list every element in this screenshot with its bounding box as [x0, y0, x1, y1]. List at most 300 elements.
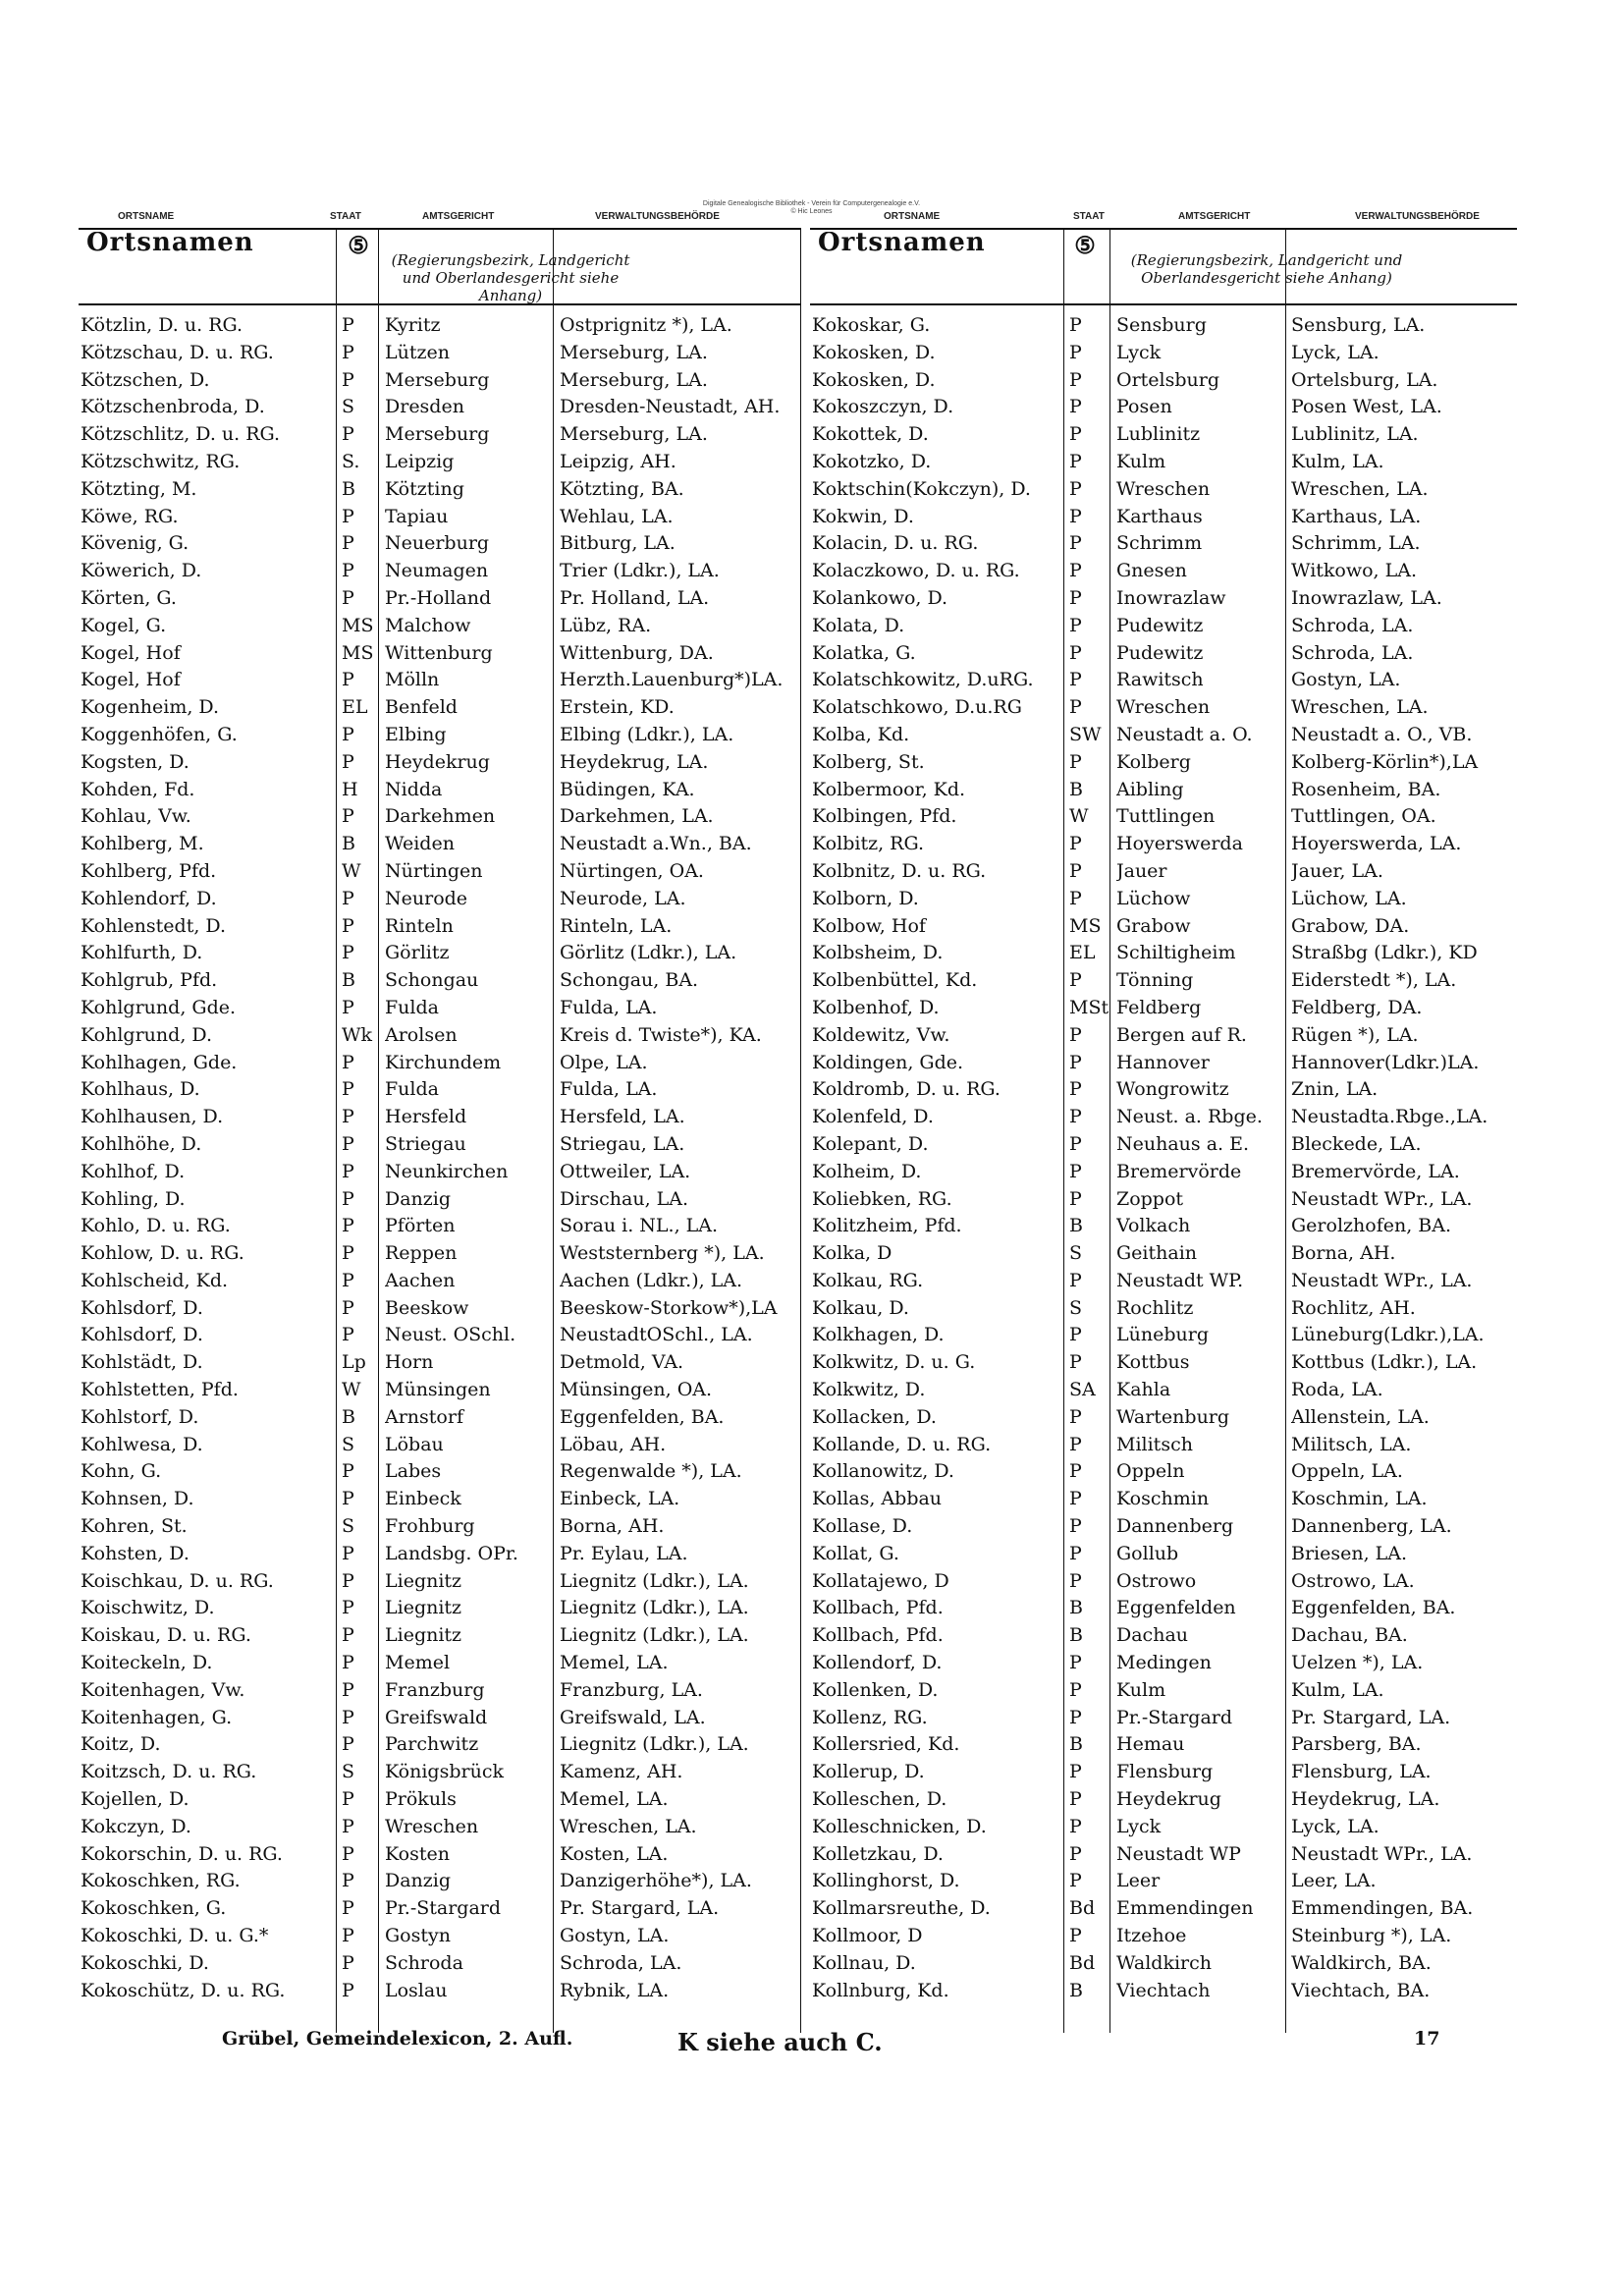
colhead-amtsgericht-right: AMTSGERICHT	[1178, 211, 1251, 222]
staat-cell: P	[1069, 1023, 1082, 1046]
staat-cell: P	[1069, 1815, 1082, 1837]
verwaltung-cell: Inowrazlaw, LA.	[1291, 586, 1442, 609]
verwaltung-cell: Detmold, VA.	[560, 1351, 684, 1374]
ortsname-cell: Kolaczkowo, D. u. RG.	[812, 560, 1020, 582]
amtsgericht-cell: Rawitsch	[1116, 669, 1204, 691]
amtsgericht-cell: Landsbg. OPr.	[385, 1542, 518, 1564]
table-row	[810, 1268, 1517, 1295]
staat-cell: Bd	[1069, 1951, 1096, 1974]
verwaltung-cell: Bremervörde, LA.	[1291, 1160, 1460, 1182]
table-row	[79, 1950, 800, 1978]
table-row	[810, 1895, 1517, 1923]
amtsgericht-cell: Reppen	[385, 1242, 458, 1265]
verwaltung-cell: Witkowo, LA.	[1291, 560, 1418, 582]
ortsname-cell: Koldingen, Gde.	[812, 1051, 964, 1073]
amtsgericht-cell: Schrimm	[1116, 532, 1203, 555]
ortsname-cell: Kogel, Hof	[81, 641, 181, 664]
ortsname-cell: Kohlo, D. u. RG.	[81, 1215, 231, 1237]
amtsgericht-cell: Sensburg	[1116, 314, 1207, 336]
verwaltung-cell: Viechtach, BA.	[1291, 1979, 1431, 2001]
verwaltung-cell: Emmendingen, BA.	[1291, 1897, 1474, 1920]
table-row	[810, 1349, 1517, 1377]
verwaltung-cell: Dirschau, LA.	[560, 1187, 689, 1210]
staat-cell: W	[1069, 805, 1089, 828]
verwaltung-cell: Hersfeld, LA.	[560, 1106, 685, 1128]
verwaltung-cell: Merseburg, LA.	[560, 341, 708, 363]
table-row	[810, 1022, 1517, 1050]
staat-cell: P	[1069, 396, 1082, 418]
staat-cell: P	[342, 1815, 354, 1837]
verwaltung-cell: Memel, LA.	[560, 1652, 669, 1674]
staat-cell: B	[342, 969, 355, 992]
amtsgericht-cell: Liegnitz	[385, 1569, 462, 1592]
ortsname-cell: Kollbach, Pfd.	[812, 1597, 944, 1619]
table-row	[79, 1432, 800, 1459]
ortsname-cell: Koldewitz, Vw.	[812, 1023, 950, 1046]
table-row	[79, 1677, 800, 1705]
verwaltung-cell: Roda, LA.	[1291, 1379, 1383, 1401]
ortsname-cell: Kolkwitz, D.	[812, 1379, 926, 1401]
verwaltung-cell: Eggenfelden, BA.	[560, 1405, 725, 1428]
verwaltung-cell: Eggenfelden, BA.	[1291, 1597, 1456, 1619]
staat-cell: P	[342, 1488, 354, 1510]
ortsname-cell: Kolatschkowitz, D.uRG.	[812, 669, 1034, 691]
amtsgericht-cell: Wartenburg	[1116, 1405, 1230, 1428]
verwaltung-cell: Ortelsburg, LA.	[1291, 368, 1438, 391]
ortsname-cell: Kohlgrub, Pfd.	[81, 969, 218, 992]
amtsgericht-cell: Danzig	[385, 1187, 452, 1210]
table-row	[810, 667, 1517, 694]
ortsname-cell: Kogel, G.	[81, 614, 167, 636]
verwaltung-cell: Militsch, LA.	[1291, 1433, 1412, 1455]
staat-cell: P	[342, 1542, 354, 1564]
ortsname-cell: Kohlberg, M.	[81, 833, 204, 855]
colhead-verwaltung-right: VERWALTUNGSBEHÖRDE	[1355, 211, 1480, 222]
staat-cell: P	[1069, 1925, 1082, 1947]
table-row	[810, 1432, 1517, 1459]
table-row	[810, 694, 1517, 722]
verwaltung-cell: Waldkirch, BA.	[1291, 1951, 1432, 1974]
ortsname-cell: Kolbnitz, D. u. RG.	[812, 859, 987, 882]
table-row	[810, 1513, 1517, 1541]
table-row	[79, 1240, 800, 1268]
verwaltung-cell: Hannover(Ldkr.)LA.	[1291, 1051, 1480, 1073]
verwaltung-cell: Büdingen, KA.	[560, 778, 695, 800]
staat-cell: P	[342, 1242, 354, 1265]
staat-cell: MS	[342, 614, 374, 636]
staat-cell: P	[342, 669, 354, 691]
staat-cell: W	[342, 1379, 361, 1401]
colhead-staat-right: STAAT	[1073, 211, 1105, 222]
ortsname-cell: Kohlsdorf, D.	[81, 1324, 203, 1346]
staat-cell: P	[342, 1925, 354, 1947]
amtsgericht-cell: Pr.-Stargard	[385, 1897, 502, 1920]
ortsname-cell: Kollersried, Kd.	[812, 1733, 960, 1756]
ortsname-cell: Kolbenbüttel, Kd.	[812, 969, 978, 992]
ortsname-cell: Kokoschken, RG.	[81, 1870, 241, 1892]
right-table	[810, 228, 1517, 2033]
staat-cell: P	[1069, 1433, 1082, 1455]
amtsgericht-cell: Neumagen	[385, 560, 489, 582]
table-row	[79, 640, 800, 668]
verwaltung-cell: Schongau, BA.	[560, 969, 699, 992]
table-row	[810, 1377, 1517, 1404]
staat-cell: P	[342, 368, 354, 391]
table-row	[79, 1377, 800, 1404]
verwaltung-cell: Beeskow-Storkow*),LA	[560, 1296, 778, 1319]
staat-cell: P	[1069, 669, 1082, 691]
left-rows	[79, 312, 800, 2004]
verwaltung-cell: Kosten, LA.	[560, 1842, 669, 1865]
verwaltung-cell: Grabow, DA.	[1291, 914, 1410, 937]
staat-cell: Wk	[342, 1023, 373, 1046]
staat-cell: P	[1069, 1678, 1082, 1701]
ortsname-cell: Kohlhöhe, D.	[81, 1132, 202, 1155]
table-row	[810, 1786, 1517, 1814]
table-row	[79, 1131, 800, 1159]
amtsgericht-cell: Pförten	[385, 1215, 456, 1237]
right-header-ortsnamen: Ortsnamen	[818, 232, 986, 253]
staat-cell: P	[1069, 1269, 1082, 1291]
verwaltung-cell: Znin, LA.	[1291, 1078, 1379, 1101]
staat-cell: P	[342, 586, 354, 609]
table-row	[810, 1568, 1517, 1596]
amtsgericht-cell: Jauer	[1116, 859, 1167, 882]
table-row	[79, 1541, 800, 1568]
amtsgericht-cell: Wreschen	[1116, 477, 1211, 500]
amtsgericht-cell: Itzehoe	[1116, 1925, 1187, 1947]
table-row	[79, 504, 800, 531]
table-row	[810, 585, 1517, 613]
verwaltung-cell: Feldberg, DA.	[1291, 996, 1423, 1018]
table-row	[79, 803, 800, 831]
amtsgericht-cell: Mölln	[385, 669, 440, 691]
amtsgericht-cell: Beeskow	[385, 1296, 469, 1319]
amtsgericht-cell: Königsbrück	[385, 1761, 504, 1783]
verwaltung-cell: Löbau, AH.	[560, 1433, 667, 1455]
ortsname-cell: Kokottek, D.	[812, 423, 929, 446]
verwaltung-cell: Kulm, LA.	[1291, 450, 1384, 472]
table-row	[79, 858, 800, 886]
verwaltung-cell: Greifswald, LA.	[560, 1706, 706, 1728]
staat-cell: P	[342, 341, 354, 363]
verwaltung-cell: Aachen (Ldkr.), LA.	[560, 1269, 743, 1291]
amtsgericht-cell: Neustadt a. O.	[1116, 723, 1253, 745]
amtsgericht-cell: Heydekrug	[1116, 1788, 1221, 1811]
staat-cell: S	[1069, 1296, 1083, 1319]
staat-cell: P	[1069, 1788, 1082, 1811]
staat-cell: P	[1069, 477, 1082, 500]
staat-cell: P	[1069, 314, 1082, 336]
ortsname-cell: Kohlhof, D.	[81, 1160, 186, 1182]
ortsname-cell: Kötzschlitz, D. u. RG.	[81, 423, 281, 446]
table-row	[810, 476, 1517, 504]
amtsgericht-cell: Wreschen	[1116, 696, 1211, 719]
staat-cell: P	[342, 532, 354, 555]
ortsname-cell: Kolba, Kd.	[812, 723, 910, 745]
staat-cell: P	[1069, 1051, 1082, 1073]
verwaltung-cell: Gerolzhofen, BA.	[1291, 1215, 1452, 1237]
verwaltung-cell: Uelzen *), LA.	[1291, 1652, 1424, 1674]
amtsgericht-cell: Neust. a. Rbge.	[1116, 1106, 1263, 1128]
ortsname-cell: Kokoschken, G.	[81, 1897, 227, 1920]
ortsname-cell: Kolleschnicken, D.	[812, 1815, 987, 1837]
staat-cell: P	[342, 1842, 354, 1865]
table-row	[79, 1268, 800, 1295]
staat-cell: P	[1069, 423, 1082, 446]
ortsname-cell: Kokosken, D.	[812, 368, 936, 391]
ortsname-cell: Kötzlin, D. u. RG.	[81, 314, 243, 336]
ortsname-cell: Kokoszczyn, D.	[812, 396, 954, 418]
verwaltung-cell: Neurode, LA.	[560, 887, 686, 909]
table-row	[79, 1568, 800, 1596]
amtsgericht-cell: Nidda	[385, 778, 443, 800]
table-row	[810, 1978, 1517, 2005]
table-row	[79, 1895, 800, 1923]
verwaltung-cell: Kulm, LA.	[1291, 1678, 1384, 1701]
ortsname-cell: Kolbenhof, D.	[812, 996, 940, 1018]
amtsgericht-cell: Schongau	[385, 969, 479, 992]
staat-cell: P	[342, 942, 354, 964]
amtsgericht-cell: Greifswald	[385, 1706, 488, 1728]
ortsname-cell: Körten, G.	[81, 586, 177, 609]
amtsgericht-cell: Militsch	[1116, 1433, 1193, 1455]
verwaltung-cell: Koschmin, LA.	[1291, 1488, 1428, 1510]
amtsgericht-cell: Gollub	[1116, 1542, 1179, 1564]
ortsname-cell: Kolleschen, D.	[812, 1788, 947, 1811]
table-row	[810, 449, 1517, 476]
ortsname-cell: Koiteckeln, D.	[81, 1652, 213, 1674]
colhead-amtsgericht-left: AMTSGERICHT	[422, 211, 495, 222]
staat-cell: P	[342, 1951, 354, 1974]
ortsname-cell: Kötzschwitz, RG.	[81, 450, 241, 472]
table-row	[810, 1159, 1517, 1186]
amtsgericht-cell: Flensburg	[1116, 1761, 1214, 1783]
verwaltung-cell: Sorau i. NL., LA.	[560, 1215, 719, 1237]
column-header-bar	[0, 211, 1623, 225]
footer-see-also: K siehe auch C.	[677, 2028, 883, 2056]
ortsname-cell: Kollanowitz, D.	[812, 1460, 954, 1483]
ortsname-cell: Kokorschin, D. u. RG.	[81, 1842, 283, 1865]
staat-cell: S	[342, 1433, 355, 1455]
amtsgericht-cell: Kyritz	[385, 314, 441, 336]
verwaltung-cell: Olpe, LA.	[560, 1051, 648, 1073]
staat-cell: P	[1069, 1569, 1082, 1592]
ortsname-cell: Koiskau, D. u. RG.	[81, 1624, 251, 1647]
table-row	[79, 585, 800, 613]
verwaltung-cell: Memel, LA.	[560, 1788, 669, 1811]
table-row	[810, 858, 1517, 886]
amtsgericht-cell: Danzig	[385, 1870, 452, 1892]
staat-cell: P	[1069, 1106, 1082, 1128]
verwaltung-cell: Lyck, LA.	[1291, 1815, 1380, 1837]
ortsname-cell: Kollenz, RG.	[812, 1706, 928, 1728]
amtsgericht-cell: Lützen	[385, 341, 450, 363]
ortsname-cell: Kokoschki, D.	[81, 1951, 209, 1974]
table-row	[79, 1759, 800, 1786]
amtsgericht-cell: Lyck	[1116, 1815, 1162, 1837]
table-row	[810, 1595, 1517, 1622]
amtsgericht-cell: Arnstorf	[385, 1405, 463, 1428]
table-row	[810, 640, 1517, 668]
staat-cell: P	[342, 423, 354, 446]
table-row	[79, 667, 800, 694]
amtsgericht-cell: Rochlitz	[1116, 1296, 1194, 1319]
amtsgericht-cell: Leer	[1116, 1870, 1161, 1892]
table-row	[79, 394, 800, 421]
ortsname-cell: Kohling, D.	[81, 1187, 186, 1210]
amtsgericht-cell: Leipzig	[385, 450, 455, 472]
amtsgericht-cell: Medingen	[1116, 1652, 1212, 1674]
ortsname-cell: Koitenhagen, G.	[81, 1706, 233, 1728]
amtsgericht-cell: Feldberg	[1116, 996, 1202, 1018]
staat-cell: EL	[342, 696, 368, 719]
verwaltung-cell: Schroda, LA.	[1291, 614, 1414, 636]
verwaltung-cell: Oppeln, LA.	[1291, 1460, 1403, 1483]
verwaltung-cell: Lüneburg(Ldkr.),LA.	[1291, 1324, 1485, 1346]
staat-cell: P	[342, 723, 354, 745]
verwaltung-cell: Wehlau, LA.	[560, 505, 674, 527]
amtsgericht-cell: Fulda	[385, 996, 439, 1018]
table-row	[810, 1131, 1517, 1159]
table-row	[810, 558, 1517, 585]
amtsgericht-cell: Striegau	[385, 1132, 466, 1155]
table-row	[79, 1404, 800, 1432]
table-row	[810, 1841, 1517, 1869]
verwaltung-cell: Wreschen, LA.	[1291, 696, 1429, 719]
colhead-ortsname-left: ORTSNAME	[118, 211, 175, 222]
staat-cell: P	[1069, 750, 1082, 773]
staat-cell: P	[342, 1324, 354, 1346]
table-row	[79, 886, 800, 913]
amtsgericht-cell: Nürtingen	[385, 859, 483, 882]
amtsgericht-cell: Kirchundem	[385, 1051, 502, 1073]
amtsgericht-cell: Ortelsburg	[1116, 368, 1220, 391]
ortsname-cell: Kolletzkau, D.	[812, 1842, 944, 1865]
verwaltung-cell: Trier (Ldkr.), LA.	[560, 560, 720, 582]
amtsgericht-cell: Labes	[385, 1460, 442, 1483]
ortsname-cell: Kohlgrund, D.	[81, 1023, 212, 1046]
staat-cell: P	[1069, 1187, 1082, 1210]
amtsgericht-cell: Löbau	[385, 1433, 444, 1455]
verwaltung-cell: Schroda, LA.	[560, 1951, 682, 1974]
ortsname-cell: Kötzschau, D. u. RG.	[81, 341, 274, 363]
verwaltung-cell: Liegnitz (Ldkr.), LA.	[560, 1569, 749, 1592]
staat-cell: B	[1069, 1979, 1083, 2001]
staat-cell: P	[342, 1678, 354, 1701]
staat-cell: P	[342, 560, 354, 582]
ortsname-cell: Kogsten, D.	[81, 750, 189, 773]
ortsname-cell: Kohlhausen, D.	[81, 1106, 224, 1128]
ortsname-cell: Kogenheim, D.	[81, 696, 220, 719]
verwaltung-cell: Erstein, KD.	[560, 696, 675, 719]
right-rows	[810, 312, 1517, 2004]
amtsgericht-cell: Hemau	[1116, 1733, 1185, 1756]
verwaltung-cell: Pr. Holland, LA.	[560, 586, 710, 609]
amtsgericht-cell: Dresden	[385, 396, 464, 418]
staat-cell: P	[342, 1569, 354, 1592]
table-row	[79, 1295, 800, 1323]
table-row	[79, 1705, 800, 1732]
staat-cell: P	[342, 1215, 354, 1237]
table-row	[810, 1240, 1517, 1268]
amtsgericht-cell: Hersfeld	[385, 1106, 467, 1128]
table-row	[810, 831, 1517, 858]
table-row	[810, 1650, 1517, 1677]
ortsname-cell: Kohlow, D. u. RG.	[81, 1242, 244, 1265]
table-row	[79, 1841, 800, 1869]
ortsname-cell: Kohlau, Vw.	[81, 805, 191, 828]
ortsname-cell: Kokczyn, D.	[81, 1815, 191, 1837]
amtsgericht-cell: Heydekrug	[385, 750, 490, 773]
staat-cell: P	[1069, 368, 1082, 391]
staat-cell: B	[1069, 1597, 1083, 1619]
ortsname-cell: Kohlwesa, D.	[81, 1433, 203, 1455]
staat-cell: P	[1069, 1842, 1082, 1865]
verwaltung-cell: Rinteln, LA.	[560, 914, 673, 937]
verwaltung-cell: Merseburg, LA.	[560, 423, 708, 446]
table-row	[79, 312, 800, 340]
amtsgericht-cell: Parchwitz	[385, 1733, 479, 1756]
staat-cell: P	[342, 750, 354, 773]
table-row	[79, 1050, 800, 1077]
staat-cell: P	[342, 1106, 354, 1128]
table-row	[79, 1104, 800, 1131]
ortsname-cell: Kolankowo, D.	[812, 586, 948, 609]
table-row	[810, 995, 1517, 1022]
amtsgericht-cell: Hannover	[1116, 1051, 1210, 1073]
verwaltung-cell: Rybnik, LA.	[560, 1979, 670, 2001]
staat-cell: P	[342, 314, 354, 336]
table-row	[810, 312, 1517, 340]
ortsname-cell: Kolbingen, Pfd.	[812, 805, 957, 828]
amtsgericht-cell: Lublinitz	[1116, 423, 1201, 446]
table-row	[79, 1650, 800, 1677]
ortsname-cell: Kollnburg, Kd.	[812, 1979, 949, 2001]
ortsname-cell: Kohlfurth, D.	[81, 942, 203, 964]
ortsname-cell: Kollerup, D.	[812, 1761, 925, 1783]
ortsname-cell: Koitz, D.	[81, 1733, 161, 1756]
amtsgericht-cell: Hoyerswerda	[1116, 833, 1243, 855]
amtsgericht-cell: Dachau	[1116, 1624, 1189, 1647]
amtsgericht-cell: Kahla	[1116, 1379, 1171, 1401]
ortsname-cell: Kolepant, D.	[812, 1132, 929, 1155]
amtsgericht-cell: Horn	[385, 1351, 434, 1374]
verwaltung-cell: Fulda, LA.	[560, 996, 658, 1018]
verwaltung-cell: Herzth.Lauenburg*)LA.	[560, 669, 784, 691]
table-row	[810, 1404, 1517, 1432]
verwaltung-cell: Jauer, LA.	[1291, 859, 1383, 882]
ortsname-cell: Kollendorf, D.	[812, 1652, 943, 1674]
amtsgericht-cell: Kosten	[385, 1842, 450, 1865]
verwaltung-cell: Hoyerswerda, LA.	[1291, 833, 1462, 855]
amtsgericht-cell: Ostrowo	[1116, 1569, 1197, 1592]
ortsname-cell: Kollnau, D.	[812, 1951, 916, 1974]
amtsgericht-cell: Darkehmen	[385, 805, 496, 828]
verwaltung-cell: Gostyn, LA.	[1291, 669, 1401, 691]
table-row	[810, 940, 1517, 967]
ortsname-cell: Kohren, St.	[81, 1515, 188, 1538]
staat-cell: B	[1069, 1215, 1083, 1237]
ortsname-cell: Kollande, D. u. RG.	[812, 1433, 992, 1455]
table-row	[810, 777, 1517, 804]
staat-cell: Bd	[1069, 1897, 1096, 1920]
table-row	[810, 913, 1517, 941]
watermark-line-1: Digitale Genealogische Bibliothek - Verein für Computergenealogie e.V.	[702, 200, 921, 207]
staat-cell: H	[342, 778, 358, 800]
verwaltung-cell: Straßbg (Ldkr.), KD	[1291, 942, 1478, 964]
staat-cell: P	[1069, 859, 1082, 882]
